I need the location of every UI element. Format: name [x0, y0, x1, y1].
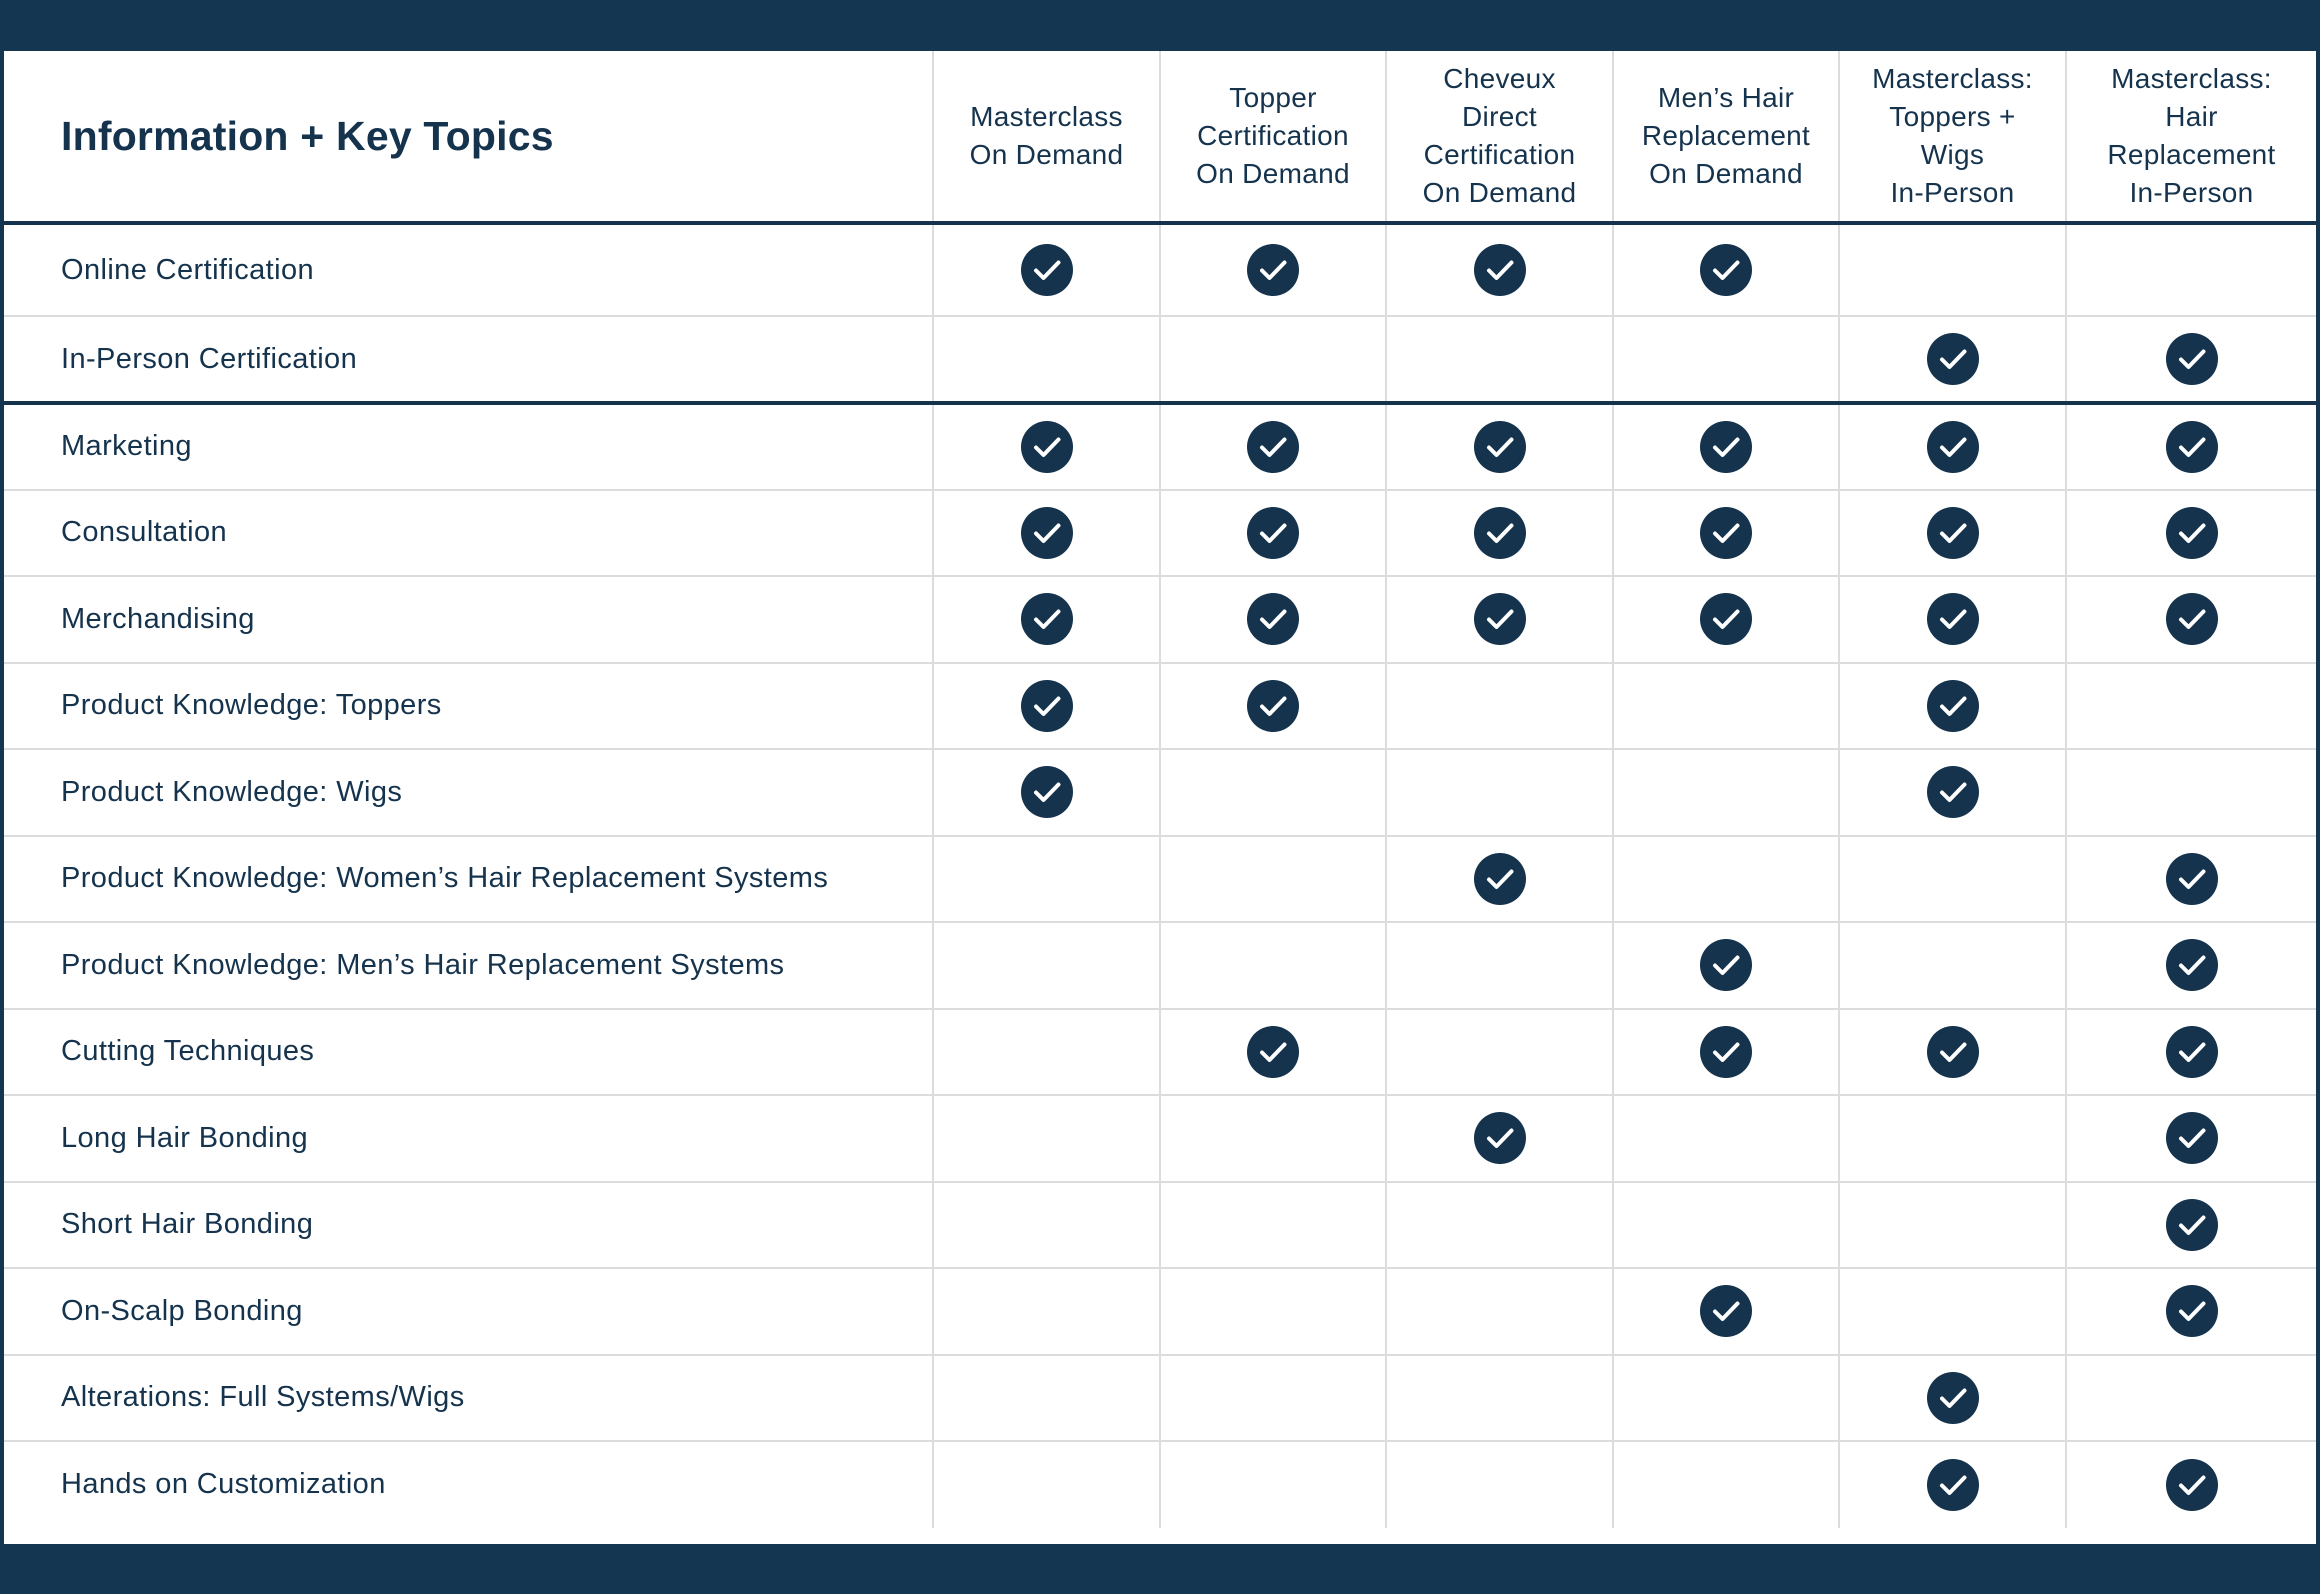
feature-cell: [1839, 922, 2066, 1009]
feature-cell: [933, 223, 1160, 316]
topic-label: Cutting Techniques: [4, 1009, 933, 1096]
feature-cell: [1160, 1182, 1386, 1269]
feature-cell: [1613, 403, 1839, 490]
feature-cell: [1839, 223, 2066, 316]
topic-column-header: Information + Key Topics: [4, 51, 933, 223]
feature-cell: [933, 1182, 1160, 1269]
feature-cell: [2066, 576, 2316, 663]
topic-label: Product Knowledge: Wigs: [4, 749, 933, 836]
feature-cell: [1839, 663, 2066, 750]
feature-cell: [1613, 836, 1839, 923]
table-row: [4, 316, 2316, 403]
feature-cell: [2066, 1268, 2316, 1355]
feature-cell: [2066, 1009, 2316, 1096]
feature-cell: [1160, 836, 1386, 923]
check-circle-icon: [1020, 592, 1074, 646]
feature-cell: [2066, 316, 2316, 403]
feature-cell: [2066, 403, 2316, 490]
feature-cell: [1613, 223, 1839, 316]
table-row: [4, 749, 2316, 836]
feature-cell: [1386, 490, 1613, 577]
feature-cell: [1839, 490, 2066, 577]
topic-label: Short Hair Bonding: [4, 1182, 933, 1269]
feature-cell: [1839, 316, 2066, 403]
feature-cell: [1386, 1268, 1613, 1355]
check-circle-icon: [1020, 506, 1074, 560]
feature-cell: [933, 1009, 1160, 1096]
check-circle-icon: [2165, 1458, 2219, 1512]
table-row: [4, 403, 2316, 490]
check-circle-icon: [1473, 506, 1527, 560]
check-circle-icon: [1473, 852, 1527, 906]
topic-label: Product Knowledge: Women’s Hair Replacement Systems: [4, 836, 933, 923]
feature-cell: [1613, 1268, 1839, 1355]
topic-label: In-Person Certification: [4, 316, 933, 403]
feature-cell: [933, 1355, 1160, 1442]
feature-cell: [1160, 316, 1386, 403]
table-row: [4, 576, 2316, 663]
table-row: [4, 836, 2316, 923]
feature-cell: [933, 1441, 1160, 1528]
feature-cell: [1839, 576, 2066, 663]
plan-header-masterclass-on-demand: Masterclass On Demand: [933, 51, 1160, 223]
feature-cell: [2066, 922, 2316, 1009]
topic-label: Product Knowledge: Toppers: [4, 663, 933, 750]
feature-cell: [1160, 663, 1386, 750]
check-circle-icon: [1020, 243, 1074, 297]
feature-cell: [1160, 1441, 1386, 1528]
check-circle-icon: [1473, 1111, 1527, 1165]
table-row: [4, 663, 2316, 750]
check-circle-icon: [1473, 420, 1527, 474]
feature-cell: [1613, 1441, 1839, 1528]
feature-cell: [1386, 1441, 1613, 1528]
table-row: [4, 1441, 2316, 1528]
plan-header-topper-certification: Topper Certification On Demand: [1160, 51, 1386, 223]
feature-cell: [933, 749, 1160, 836]
check-circle-icon: [1699, 243, 1753, 297]
feature-cell: [933, 1268, 1160, 1355]
check-circle-icon: [1699, 420, 1753, 474]
check-circle-icon: [1020, 765, 1074, 819]
table-row: [4, 490, 2316, 577]
feature-cell: [1613, 316, 1839, 403]
check-circle-icon: [1246, 679, 1300, 733]
feature-cell: [2066, 663, 2316, 750]
check-circle-icon: [1246, 506, 1300, 560]
feature-cell: [1386, 316, 1613, 403]
feature-cell: [2066, 490, 2316, 577]
feature-cell: [1839, 749, 2066, 836]
feature-cell: [1839, 1182, 2066, 1269]
feature-cell: [1386, 1095, 1613, 1182]
check-circle-icon: [1020, 420, 1074, 474]
feature-cell: [1160, 490, 1386, 577]
feature-cell: [1386, 1009, 1613, 1096]
feature-cell: [933, 316, 1160, 403]
comparison-table: [4, 51, 2316, 1528]
table-row: [4, 1268, 2316, 1355]
check-circle-icon: [1699, 1025, 1753, 1079]
check-circle-icon: [1926, 679, 1980, 733]
bottom-banner: [0, 1544, 2320, 1594]
feature-cell: [1386, 836, 1613, 923]
topic-label: Alterations: Full Systems/Wigs: [4, 1355, 933, 1442]
topic-label: Marketing: [4, 403, 933, 490]
check-circle-icon: [1926, 1458, 1980, 1512]
plan-header-mens-hair-replacement: Men’s Hair Replacement On Demand: [1613, 51, 1839, 223]
feature-cell: [1839, 1268, 2066, 1355]
feature-cell: [1839, 1095, 2066, 1182]
check-circle-icon: [1246, 592, 1300, 646]
check-circle-icon: [2165, 938, 2219, 992]
topic-label: Long Hair Bonding: [4, 1095, 933, 1182]
feature-cell: [1613, 1095, 1839, 1182]
feature-cell: [2066, 1095, 2316, 1182]
topic-label: Online Certification: [4, 223, 933, 316]
feature-cell: [1613, 1182, 1839, 1269]
check-circle-icon: [1246, 420, 1300, 474]
feature-cell: [1386, 403, 1613, 490]
feature-cell: [1160, 1095, 1386, 1182]
feature-cell: [933, 922, 1160, 1009]
feature-cell: [2066, 1355, 2316, 1442]
check-circle-icon: [2165, 1198, 2219, 1252]
feature-cell: [2066, 749, 2316, 836]
table-body: [4, 223, 2316, 1528]
check-circle-icon: [1926, 420, 1980, 474]
check-circle-icon: [2165, 506, 2219, 560]
top-banner: [0, 0, 2320, 51]
check-circle-icon: [1926, 765, 1980, 819]
check-circle-icon: [1926, 506, 1980, 560]
feature-cell: [1386, 922, 1613, 1009]
check-circle-icon: [1246, 243, 1300, 297]
check-circle-icon: [2165, 332, 2219, 386]
feature-cell: [1386, 1355, 1613, 1442]
feature-cell: [1386, 1182, 1613, 1269]
header-row: [4, 51, 2316, 223]
feature-cell: [1613, 663, 1839, 750]
check-circle-icon: [1926, 1025, 1980, 1079]
check-circle-icon: [2165, 1111, 2219, 1165]
comparison-table-container: [4, 51, 2316, 1544]
feature-cell: [1839, 1355, 2066, 1442]
feature-cell: [1160, 1268, 1386, 1355]
check-circle-icon: [1926, 332, 1980, 386]
feature-cell: [1613, 576, 1839, 663]
feature-cell: [1386, 749, 1613, 836]
check-circle-icon: [2165, 420, 2219, 474]
feature-cell: [933, 576, 1160, 663]
table-row: [4, 922, 2316, 1009]
check-circle-icon: [1926, 1371, 1980, 1425]
feature-cell: [1839, 1009, 2066, 1096]
topic-label: Consultation: [4, 490, 933, 577]
feature-cell: [1160, 749, 1386, 836]
topic-label: Hands on Customization: [61, 1468, 386, 1501]
feature-cell: [933, 836, 1160, 923]
feature-cell: [1613, 1009, 1839, 1096]
feature-cell: [1613, 749, 1839, 836]
feature-cell: [2066, 223, 2316, 316]
check-circle-icon: [1699, 592, 1753, 646]
feature-cell: [1160, 1009, 1386, 1096]
check-circle-icon: [1699, 938, 1753, 992]
check-circle-icon: [1699, 506, 1753, 560]
topic-label: Product Knowledge: Men’s Hair Replacement Systems: [4, 922, 933, 1009]
table-row: [4, 1355, 2316, 1442]
check-circle-icon: [1473, 243, 1527, 297]
feature-cell: [1386, 223, 1613, 316]
plan-header-masterclass-hair-replacement: Masterclass: Hair Replacement In-Person: [2066, 51, 2316, 223]
feature-cell: [2066, 1182, 2316, 1269]
feature-cell: [2066, 1441, 2316, 1528]
check-circle-icon: [1926, 592, 1980, 646]
feature-cell: [1386, 576, 1613, 663]
check-circle-icon: [2165, 592, 2219, 646]
plan-header-masterclass-toppers-wigs: Masterclass: Toppers + Wigs In-Person: [1839, 51, 2066, 223]
feature-cell: [1160, 403, 1386, 490]
feature-cell: [1160, 922, 1386, 1009]
topic-label: On-Scalp Bonding: [4, 1268, 933, 1355]
topic-label: Merchandising: [4, 576, 933, 663]
feature-cell: [1839, 1441, 2066, 1528]
feature-cell: [1386, 663, 1613, 750]
feature-cell: [1613, 490, 1839, 577]
check-circle-icon: [2165, 852, 2219, 906]
check-circle-icon: [1246, 1025, 1300, 1079]
feature-cell: [1613, 1355, 1839, 1442]
feature-cell: [1839, 403, 2066, 490]
feature-cell: [1613, 922, 1839, 1009]
check-circle-icon: [2165, 1284, 2219, 1338]
check-circle-icon: [1699, 1284, 1753, 1338]
feature-cell: [1160, 576, 1386, 663]
feature-cell: [1160, 1355, 1386, 1442]
feature-cell: [1160, 223, 1386, 316]
feature-cell: [933, 663, 1160, 750]
feature-cell: [933, 403, 1160, 490]
feature-cell: [2066, 836, 2316, 923]
check-circle-icon: [1020, 679, 1074, 733]
table-row: [4, 1182, 2316, 1269]
table-row: [4, 1009, 2316, 1096]
table-row: [4, 223, 2316, 316]
check-circle-icon: [1473, 592, 1527, 646]
check-circle-icon: [2165, 1025, 2219, 1079]
feature-cell: [1839, 836, 2066, 923]
plan-header-cheveux-direct-certification: Cheveux Direct Certification On Demand: [1386, 51, 1613, 223]
table-row: [4, 1095, 2316, 1182]
feature-cell: [933, 1095, 1160, 1182]
feature-cell: [933, 490, 1160, 577]
